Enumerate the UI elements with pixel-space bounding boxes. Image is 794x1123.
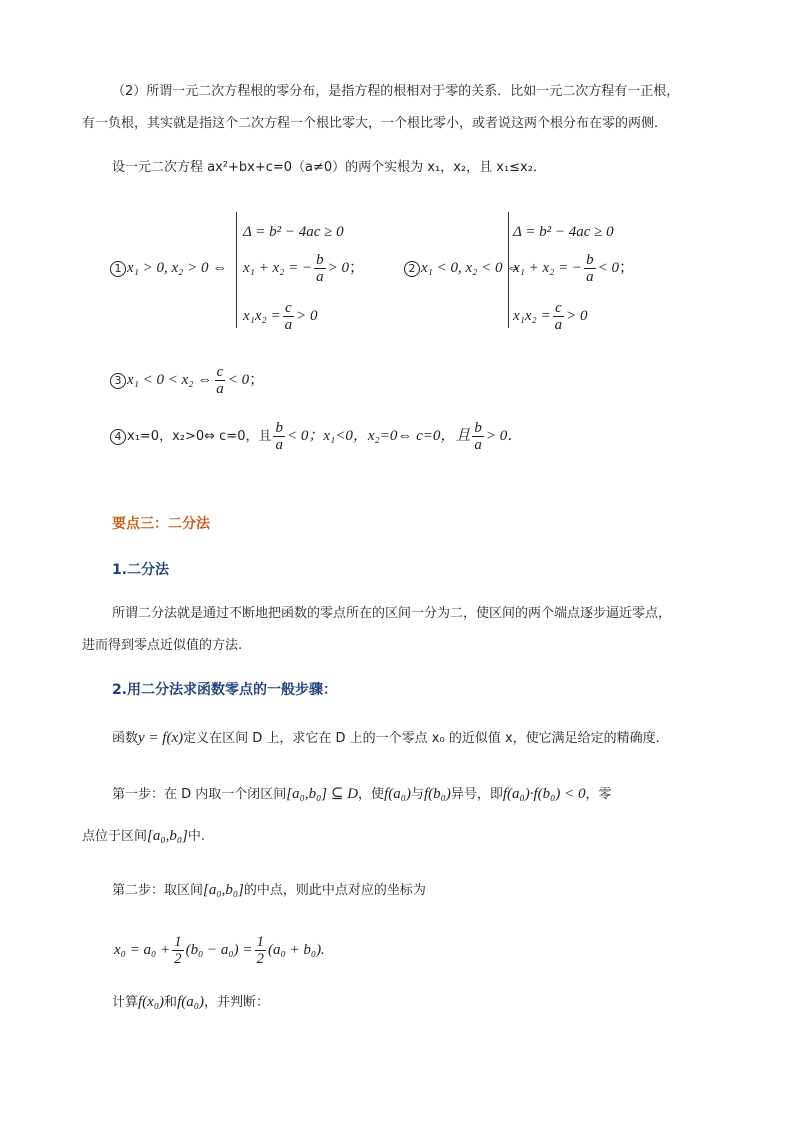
- step2-line1: 第二步：取区间[a₀,b₀]的中点，则此中点对应的坐标为: [112, 882, 426, 898]
- cond1-row3: x₁x₂ = $\frac{c}{a}$ > 0: [243, 300, 318, 333]
- calc-line: 计算f(x₀)和f(a₀)，并判断：: [112, 994, 269, 1010]
- step2-formula: x₀ = a₀ + $\frac{1}{2}$ (b₀ − a₀) = $\frac{1}{2}$ (a₀ + b₀).: [114, 934, 325, 967]
- cond1-row2: x₁ + x₂ = − $\frac{b}{a}$ > 0；: [243, 252, 365, 285]
- circle-number: 3: [110, 373, 126, 389]
- circle-number: 2: [404, 261, 420, 277]
- circle-number: 1: [110, 261, 126, 277]
- cond4: 4 x₁=0，x₂>0⇔ c=0，且 $\frac{b}{a}$ < 0；x₁<0，x₂=0⇔ c=0，且 $\frac{b}{a}$ > 0．: [110, 420, 522, 453]
- subsection-title-1: 1.二分法: [112, 562, 170, 578]
- para4: 函数y = f(x)定义在区间 D 上，求它在 D 上的一个零点 x₀ 的近似值 x，使它满足给定的精确度.: [112, 730, 660, 746]
- para3-line2: 进而得到零点近似值的方法.: [82, 638, 243, 653]
- cond3: 3 x₁ < 0 < x₂ ⇔ $\frac{c}{a}$ < 0；: [110, 364, 264, 397]
- cond2-left: 2 x₁ < 0, x₂ < 0 ⇔: [404, 258, 521, 278]
- para2-text: 设一元二次方程 ax²+bx+c=0（a≠0）的两个实根为 x₁，x₂，且 x₁≤x₂．: [112, 160, 546, 175]
- section-title: 要点三：二分法: [112, 516, 210, 532]
- step1-line2: 点位于区间[a₀,b₀]中.: [82, 828, 206, 844]
- para3-line1: 所谓二分法就是通过不断地把函数的零点所在的区间一分为二，使区间的两个端点逐步逼近零点，: [112, 606, 672, 621]
- cond2-row1: Δ = b² − 4ac ≥ 0: [513, 224, 614, 240]
- step1-line1: 第一步：在 D 内取一个闭区间[a₀,b₀] ⊆ D，使f(a₀)与f(b₀)异号，即f(a₀)·f(b₀) < 0，零: [112, 786, 612, 802]
- para1-line1: （2）所谓一元二次方程根的零分布，是指方程的根相对于零的关系．比如一元二次方程有一正根，: [112, 84, 680, 99]
- cond2-brace: [508, 212, 509, 328]
- para1-line2: 有一负根，其实就是指这个二次方程一个根比零大，一个根比零小，或者说这两个根分布在零的两侧．: [82, 116, 668, 131]
- cond2-row3: x₁x₂ = $\frac{c}{a}$ > 0: [513, 300, 588, 333]
- subsection-title-2: 2.用二分法求函数零点的一般步骤：: [112, 682, 338, 698]
- cond2-row2: x₁ + x₂ = − $\frac{b}{a}$ < 0；: [513, 252, 635, 285]
- cond1-row1: Δ = b² − 4ac ≥ 0: [243, 224, 344, 240]
- circle-number: 4: [110, 429, 126, 445]
- cond1-left: 1 x₁ > 0, x₂ > 0 ⇔: [110, 258, 227, 278]
- cond1-brace: [236, 212, 237, 328]
